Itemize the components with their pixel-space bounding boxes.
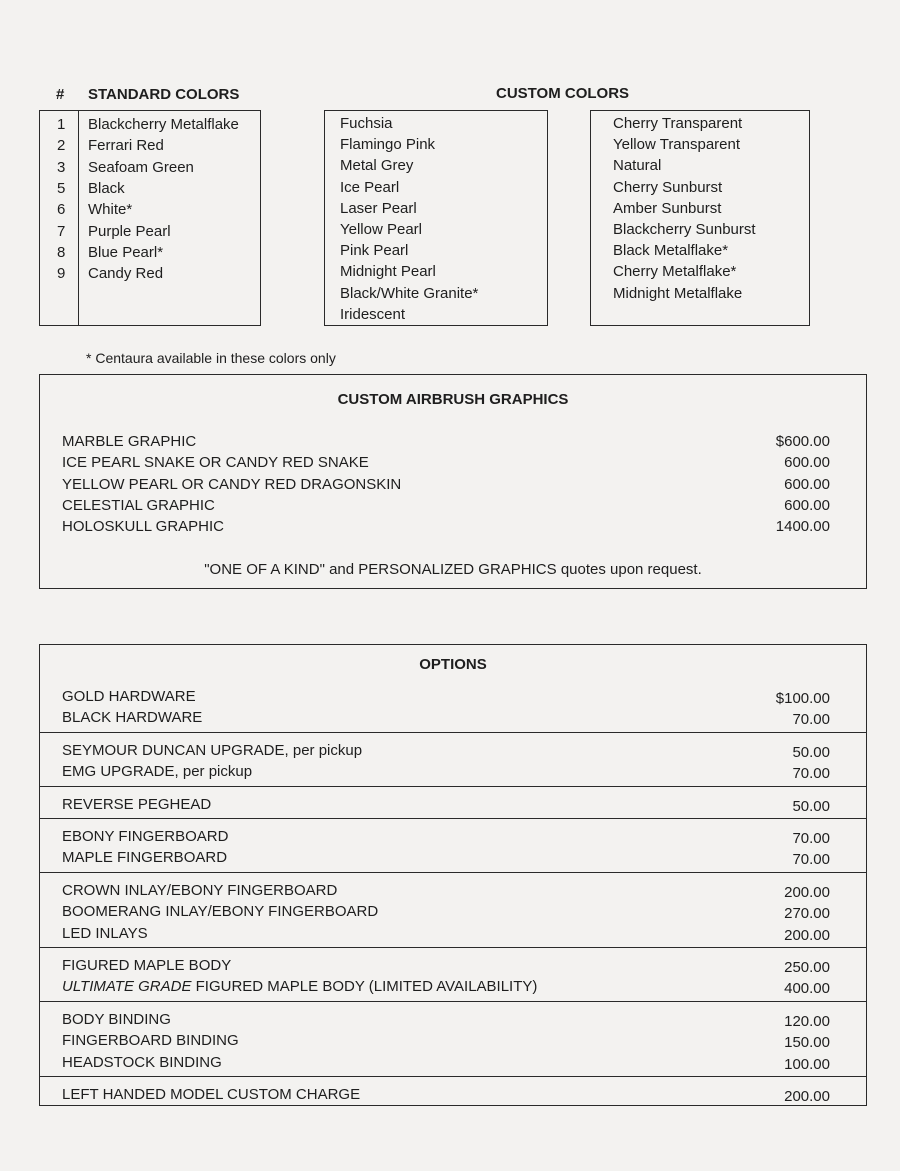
standard-colors-header: STANDARD COLORS [88,86,240,103]
option-name-text: EMG UPGRADE, per pickup [62,763,253,781]
standard-color-name: Black [88,179,125,197]
option-name-text: LED INLAYS [62,924,148,942]
color-number: 9 [57,265,66,283]
option-name [62,1011,171,1029]
options-title: OPTIONS [419,656,487,673]
option-name-text: BLACK HARDWARE [62,709,203,727]
option-name [62,763,252,781]
option-group-divider [40,732,866,733]
option-name [62,849,227,867]
option-price: 200.00 [784,926,830,944]
airbrush-quote-note: "ONE OF A KIND" and PERSONALIZED GRAPHICS quotes upon request. [204,561,702,578]
standard-color-name: Seafoam Green [88,158,194,176]
airbrush-item-price: 600.00 [784,475,830,493]
option-price: 50.00 [792,743,830,761]
option-group-divider [40,786,866,787]
option-name [62,957,231,975]
custom-color-name: Laser Pearl [340,199,417,217]
option-name [62,882,337,900]
option-price: 50.00 [792,797,830,815]
option-group-divider [40,818,866,819]
airbrush-item-price: 1400.00 [775,518,830,536]
option-name-text: FIGURED MAPLE BODY [62,957,232,974]
airbrush-item-name: CELESTIAL GRAPHIC [62,496,215,514]
option-name-text: MAPLE FINGERBOARD [62,849,228,867]
custom-color-name: Natural [613,157,662,175]
standard-color-name: Blue Pearl* [88,243,164,261]
color-number: 2 [57,137,66,155]
option-name-text: SEYMOUR DUNCAN UPGRADE, per pickup [62,741,363,759]
option-group-divider [40,1076,866,1077]
option-price: 70.00 [792,830,830,847]
option-name [62,1086,360,1104]
color-number: 5 [57,179,66,197]
custom-color-name: Yellow Transparent [613,136,741,154]
color-number: 1 [57,116,66,133]
option-price: 70.00 [792,851,830,869]
option-name [62,828,228,846]
option-name-text: REVERSE PEGHEAD [62,795,212,813]
option-name [62,903,378,921]
option-price: 70.00 [792,765,830,783]
option-name-text: FINGERBOARD BINDING [62,1032,239,1050]
option-price: 400.00 [784,980,830,998]
option-name-text: BODY BINDING [62,1010,171,1028]
airbrush-item-price: 600.00 [784,496,830,514]
option-name [62,1032,239,1050]
option-group-divider [40,872,866,873]
custom-color-name: Iridescent [340,305,406,323]
option-name-text: HEADSTOCK BINDING [62,1053,222,1071]
color-number: 7 [57,222,66,240]
option-name-text: CROWN INLAY/EBONY FINGERBOARD [62,881,338,899]
custom-color-name: Amber Sunburst [613,199,722,217]
custom-color-name: Cherry Transparent [613,115,743,132]
option-group-divider [40,947,866,948]
option-name [62,688,196,706]
option-price: 150.00 [784,1034,830,1052]
color-number: 6 [57,201,66,219]
standard-color-name: Candy Red [88,265,164,283]
custom-color-name: Metal Grey [340,157,414,175]
airbrush-item-name: ICE PEARL SNAKE OR CANDY RED SNAKE [62,454,369,472]
custom-color-name: Fuchsia [340,115,393,132]
option-price: 70.00 [792,711,830,729]
option-price: 120.00 [784,1012,830,1030]
airbrush-graphics-title: CUSTOM AIRBRUSH GRAPHICS [337,391,569,408]
option-price: 270.00 [784,905,830,923]
option-name [62,925,148,943]
standard-color-name: Blackcherry Metalflake [88,116,239,133]
option-group-divider [40,1001,866,1002]
custom-color-name: Midnight Metalflake [613,284,743,302]
custom-color-name: Midnight Pearl [340,263,436,281]
airbrush-item-name: MARBLE GRAPHIC [62,433,197,450]
color-number: 8 [57,243,66,261]
standard-color-name: Ferrari Red [88,137,164,155]
standard-color-name: Purple Pearl [88,222,171,240]
option-name [62,796,211,814]
option-name [62,978,537,996]
airbrush-item-price: 600.00 [784,454,830,472]
option-name-text: GOLD HARDWARE [62,688,196,705]
custom-color-name: Black/White Granite* [340,284,479,302]
custom-color-name: Flamingo Pink [340,136,436,154]
option-price: 100.00 [784,1055,830,1073]
airbrush-item-name: YELLOW PEARL OR CANDY RED DRAGONSKIN [62,475,402,493]
option-name [62,1054,222,1072]
custom-color-name: Black Metalflake* [613,242,729,260]
centaura-footnote: * Centaura available in these colors only [86,350,336,366]
option-price: 200.00 [784,883,830,901]
custom-color-name: Cherry Metalflake* [613,263,737,281]
option-name [62,742,362,760]
custom-color-name: Yellow Pearl [340,221,422,238]
option-price: $100.00 [775,690,830,707]
option-price: 250.00 [784,959,830,976]
option-name-emphasis: ULTIMATE GRADE [62,978,192,996]
custom-color-name: Ice Pearl [340,178,400,196]
option-name-text: FIGURED MAPLE BODY (LIMITED AVAILABILITY) [191,978,538,996]
number-column-divider [78,111,79,325]
custom-color-name: Pink Pearl [340,242,409,260]
custom-color-name: Blackcherry Sunburst [613,221,756,238]
option-name-text: EBONY FINGERBOARD [62,828,229,845]
standard-color-name: White* [88,201,133,219]
option-name [62,709,202,727]
airbrush-item-price: $600.00 [775,433,830,450]
number-column-header: # [56,86,65,103]
color-number: 3 [57,158,66,176]
custom-colors-header: CUSTOM COLORS [496,85,630,102]
option-name-text: BOOMERANG INLAY/EBONY FINGERBOARD [62,903,379,921]
option-name-text: LEFT HANDED MODEL CUSTOM CHARGE [62,1086,361,1103]
option-price: 200.00 [784,1088,830,1105]
custom-color-name: Cherry Sunburst [613,178,723,196]
airbrush-item-name: HOLOSKULL GRAPHIC [62,518,224,536]
